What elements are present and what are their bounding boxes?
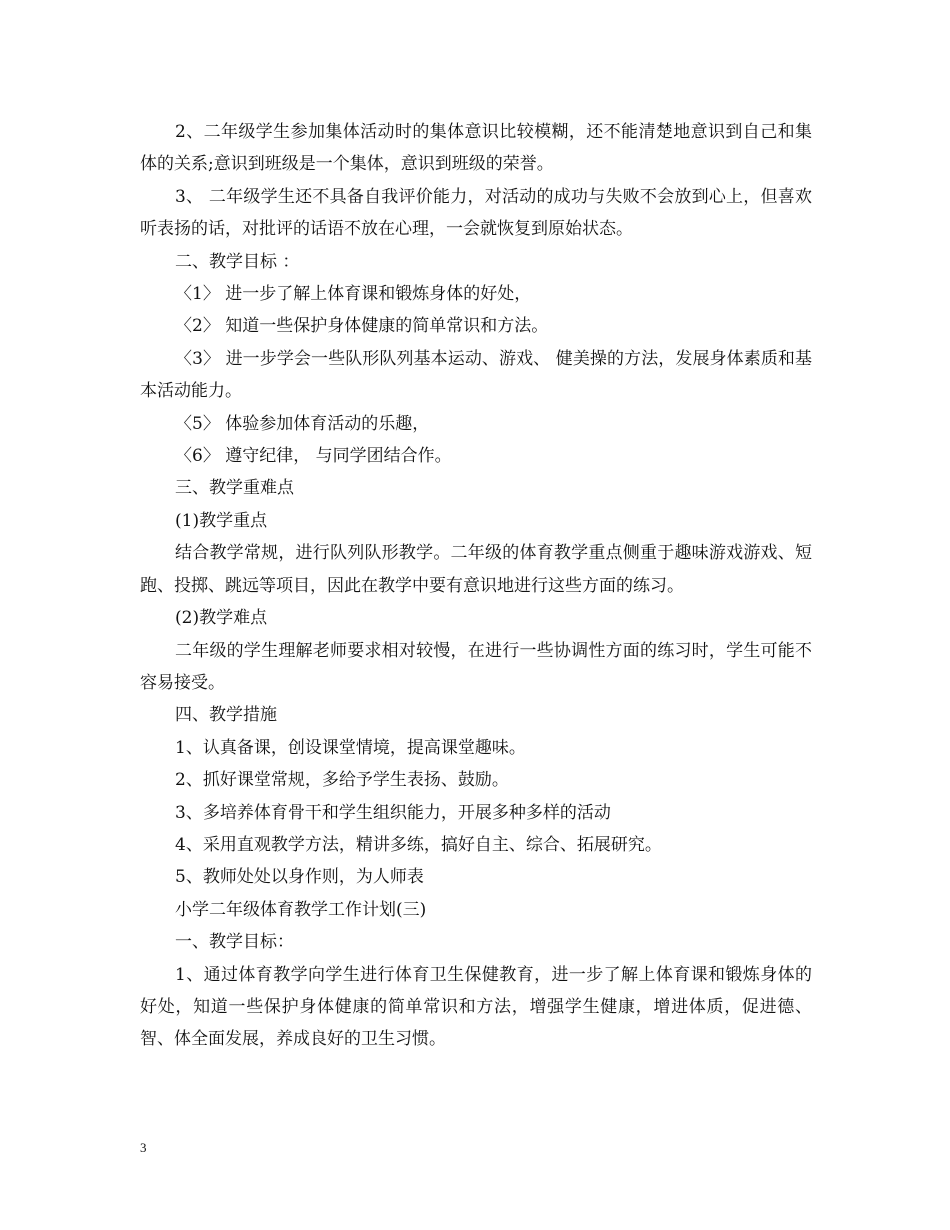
goal-item-1: 〈1〉 进一步了解上体育课和锻炼身体的好处， [175,284,532,305]
paragraph-student-collective-awareness: 2、二年级学生参加集体活动时的集体意识比较模糊，还不能清楚地意识到自己和集体的关系;意识到班级是一个集体，意识到班级的荣誉。 [140,122,812,175]
heading-teaching-goals-three: 一、教学目标： [175,932,294,953]
goal-item-2: 〈2〉 知道一些保护身体健康的简单常识和方法。 [175,316,549,337]
page-number: 3 [140,1140,147,1155]
heading-teaching-goals: 二、教学目标 ： [175,251,300,272]
goal-item-5: 〈5〉 体验参加体育活动的乐趣， [175,413,430,434]
measure-item-2: 2、抓好课堂常规，多给予学生表扬、鼓励。 [175,770,509,791]
paragraph-teaching-difficulty: 二年级的学生理解老师要求相对较慢，在进行一些协调性方面的练习时，学生可能不容易接受。 [140,640,812,693]
heading-teaching-measures: 四、教学措施 [175,705,277,726]
paragraph-teaching-focus: 结合教学常规，进行队列队形教学。二年级的体育教学重点侧重于趣味游戏游戏、短跑、投掷、跳远等项目，因此在教学中要有意识地进行这些方面的练习。 [140,543,812,596]
section-title-plan-three: 小学二年级体育教学工作计划(三) [175,899,427,920]
measure-item-5: 5、教师处处以身作则，为人师表 [175,867,424,888]
subheading-teaching-focus: (1)教学重点 [175,510,268,531]
measure-item-4: 4、采用直观教学方法，精讲多练，搞好自主、综合、拓展研究。 [175,834,662,855]
paragraph-health-education: 1、通过体育教学向学生进行体育卫生保健教育，进一步了解上体育课和锻炼身体的好处，知道一些保护身体健康的简单常识和方法，增强学生健康，增进体质，促进德、智、体全面发展，养成良好的卫生习惯。 [140,964,812,1050]
measure-item-3: 3、多培养体育骨干和学生组织能力，开展多种多样的活动 [175,802,611,823]
goal-item-6: 〈6〉 遵守纪律， 与同学团结合作。 [175,446,452,467]
paragraph-student-self-evaluation: 3、 二年级学生还不具备自我评价能力，对活动的成功与失败不会放到心上，但喜欢听表扬的话，对批评的话语不放在心理，一会就恢复到原始状态。 [140,186,812,240]
subheading-teaching-difficulty: (2)教学难点 [175,608,268,629]
heading-key-difficulties: 三、教学重难点 [175,478,294,499]
document-body [140,116,812,1056]
measure-item-1: 1、认真备课，创设课堂情境，提高课堂趣味。 [175,737,526,758]
goal-item-3: 〈3〉 进一步学会一些队形队列基本运动、游戏、 健美操的方法，发展身体素质和基本活动能力。 [140,348,812,402]
